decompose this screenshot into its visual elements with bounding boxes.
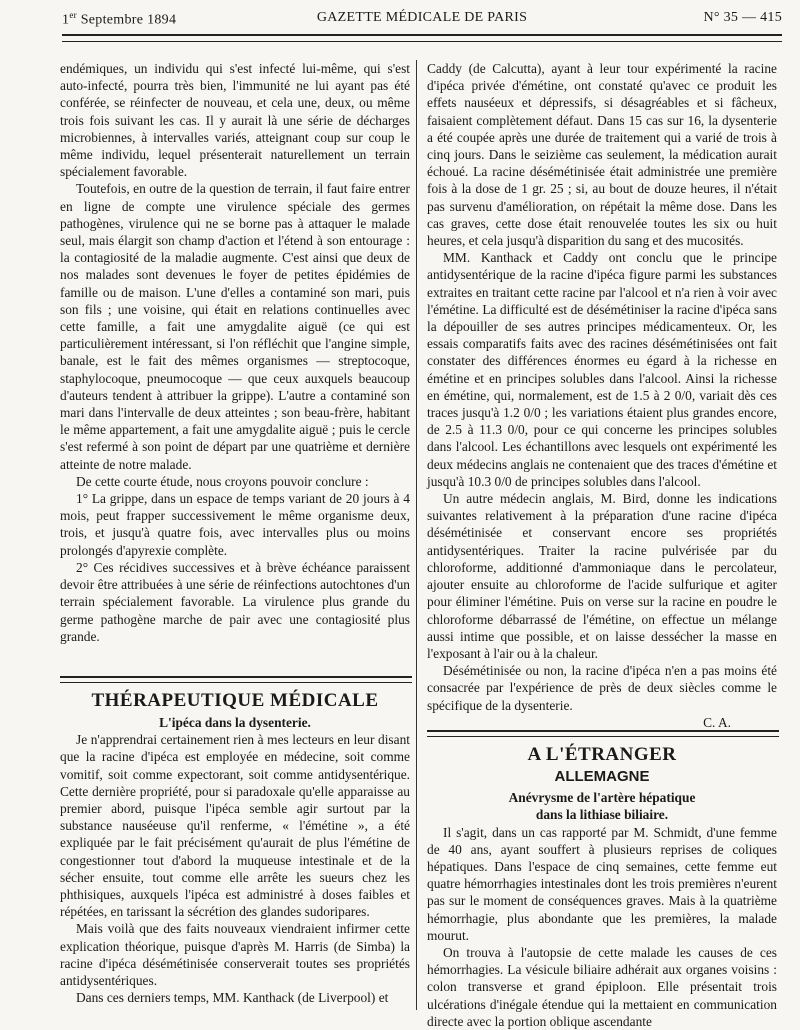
- country-heading: ALLEMAGNE: [554, 768, 650, 785]
- article-title: L'ipéca dans la dysenterie.: [159, 715, 311, 730]
- section-rule: [60, 676, 412, 683]
- section-heading: A L'ÉTRANGER: [527, 744, 677, 765]
- paragraph: Toutefois, en outre de la question de terrain, il faut faire entrer en ligne de compte une virulence spéciale des germes pathogènes, virulence qui ne se borne pas à attaquer le malade seul, mais élargit son champ d'action et l'étend à son entourage : la contagiosité de la maladie augmente. C'est ainsi que deux de nos malades sont devenues le foyer de petites épidémies de famille ou de maison. L'une d'elles a contaminé son mari, puis son fils ; une voisine, qui était en relations continuelles avec cette famille, a fait une amygdalite aiguë (ce qui est particulièrement intéressant, si l'on réfléchit que l'angine simple, banale, est le fait des mêmes organismes — streptocoque, staphylocoque, pneumocoque — que ceux auxquels beaucoup d'auteurs tendent à attribuer la grippe). L'autre a contaminé son mari dans l'intervalle de deux atteintes ; son beau-frère, habitant le même appartement, a fait une amygdalite aiguë ; puis le cercle s'est refermé à son point de départ par une quatrième et dernière atteinte de notre malade.: [60, 181, 410, 472]
- signature: C. A.: [703, 714, 731, 730]
- paragraph: 2° Ces récidives successives et à brève échéance paraissent devoir être attribuées à une série de réinfections autochtones d'un terrain spécialement favorable. La virulence plus grande du germe pathogène marche de pair avec une contagiosité plus grande.: [60, 559, 410, 644]
- journal-title: GAZETTE MÉDICALE DE PARIS: [316, 10, 528, 25]
- page-header: [62, 10, 782, 30]
- paragraph: Mais voilà que des faits nouveaux viendraient infirmer cette explication théorique, puisque d'après M. Harris (de Simba) la racine d'ipéca désémétinisée conserverait toutes ses propriétés antidysentériques.: [60, 921, 410, 989]
- article-title: Anévrysme de l'artère hépatique: [508, 790, 696, 806]
- paragraph: Un autre médecin anglais, M. Bird, donne les indications suivantes relativement à la préparation d'une racine d'ipéca désémétinisée et conservant encore ses propriétés antidysentériques. Traiter la racine pulvérisée par du chloroforme, additionné d'ammoniaque dans le percolateur, ajouter ensuite au chloroforme de l'acide sulfurique et agiter pour éliminer l'émétine. Puis on verse sur la racine en poudre le chloroforme débarrassé de l'émétine, on effectue un mélange aussi intime que possible, et on laisse dessécher la masse en l'exposant à l'air ou à la chaleur.: [427, 491, 777, 661]
- paragraph: De cette courte étude, nous croyons pouvoir conclure :: [76, 473, 369, 489]
- paragraph: Caddy (de Calcutta), ayant à leur tour expérimenté la racine d'ipéca privée d'émétine, ont constaté qu'avec ce produit les effets nauséeux et dépressifs, si désagréables et si fâcheux, faisaient complètement défaut. Dans 15 cas sur 16, la dysenterie a été coupée après une durée de traitement qui a varié de trois à cinq jours. Dans le seizième cas seulement, la médication aurait échoué. La racine désémétinisée était administrée une première fois à la dose de 1 gr. 25 ; si, au bout de douze heures, il n'était pas survenu d'amélioration, on répétait la même dose. Dans les cas graves, cette dose était renouvelée toutes les six ou huit heures, et cela jusqu'à disparition du sang et des mucosités.: [427, 61, 777, 249]
- right-column: [427, 60, 777, 731]
- etranger-section: [427, 742, 777, 1030]
- section-rule: [427, 730, 779, 737]
- paragraph: On trouva à l'autopsie de cette malade les causes de ces hémorrhagies. La vésicule biliaire adhérait aux organes voisins : colon transverse et grand épiploon. Elle présentait trois ulcérations d'inégale étendue qui la mettaient en communication directe avec la portion oblique ascendante: [427, 945, 777, 1029]
- therapeutique-section: [60, 688, 410, 1006]
- section-heading: THÉRAPEUTIQUE MÉDICALE: [91, 690, 379, 711]
- article-title-line2: dans la lithiase biliaire.: [535, 807, 669, 823]
- header-rule: [62, 34, 782, 42]
- paragraph: Il s'agit, dans un cas rapporté par M. Schmidt, d'une femme de 40 ans, ayant souffert à plusieurs reprises de coliques hépatiques. Dans l'espace de cinq semaines, cette femme eut quatre hémorrhagies intestinales dont les trois premières n'eurent pas sur le moment de conséquences graves. Mais à la quatrième hémorrhagie, plus abondante que les premières, la malade mourut.: [427, 824, 777, 943]
- paragraph: 1° La grippe, dans un espace de temps variant de 20 jours à 4 mois, peut frapper successivement le même organisme deux, trois, et jusqu'à quatre fois, avec intervalles plus ou moins prolongés d'apyrexie complète.: [60, 491, 410, 558]
- paragraph: Désémétinisée ou non, la racine d'ipéca n'en a pas moins été consacrée par l'expérience de près de deux siècles comme le spécifique de la dysenterie.: [427, 663, 777, 713]
- left-column: [60, 60, 410, 645]
- paragraph: Je n'apprendrai certainement rien à mes lecteurs en leur disant que la racine d'ipéca est employée en médecine, soit comme vomitif, soit comme expectorant, soit comme antidysentérique. Cette dernière propriété, pour si paradoxale qu'elle apparaisse au premier abord, puisque l'ipéca semble agir surtout par la substance nauséeuse qu'il renferme, « l'émétine », a été expliquée par le fait précisément qu'aurait de plus l'émétine de congestionner tout d'abord la muqueuse intestinale et de la sécher ensuite, tout comme elle arrête les sueurs chez les phthisiques, auxquels l'ipéca est administré à doses faibles et répétées, en tarissant la sécrétion des glandes sudoripares.: [60, 732, 410, 920]
- paragraph: MM. Kanthack et Caddy ont conclu que le principe antidysentérique de la racine d'ipéca figure parmi les substances extraites en traitant cette racine par l'alcool et n'a rien à voir avec l'émétine. La difficulté est de désémétiniser la racine d'ipéca sans la dépouiller de ses autres principes médicamenteux. Or, les essais comparatifs faits avec des racines désémétinisées ont fait constater des différences énormes eu égard à la richesse en émétine et en principes solubles dans l'alcool. Ainsi la richesse en émétine, qui, normalement, est de 1.5 à 2 0/0, variait dès ces traces jusqu'à 1.2 0/0 ; les variations étaient plus grandes encore, de 2.5 à 11.3 0/0, pour ce qui concerne les principes solubles dans l'alcool. Les échantillons avec lesquels ont expérimenté les deux médecins anglais ne contenaient que des traces d'émétine et jusqu'à 10.3 0/0 de principes solubles dans l'alcool.: [427, 250, 777, 489]
- paragraph: endémiques, un individu qui s'est infecté lui-même, qui s'est auto-infecté, pourra très bien, l'immunité ne lui ayant pas été conférée, se réinfecter de nouveau, et cela une, deux, ou même trois fois suivant les cas. Il y aurait là une série de décharges microbiennes, à intervalles variés, atteignant coup sur coup le même individu, lequel présenterait naturellement un terrain spécialement favorable.: [60, 61, 410, 180]
- column-divider: [416, 60, 417, 1010]
- page-number: N° 35 — 415: [703, 10, 782, 25]
- issue-date: 1er Septembre 1894: [62, 10, 177, 28]
- paragraph: Dans ces derniers temps, MM. Kanthack (de Liverpool) et: [76, 990, 389, 1006]
